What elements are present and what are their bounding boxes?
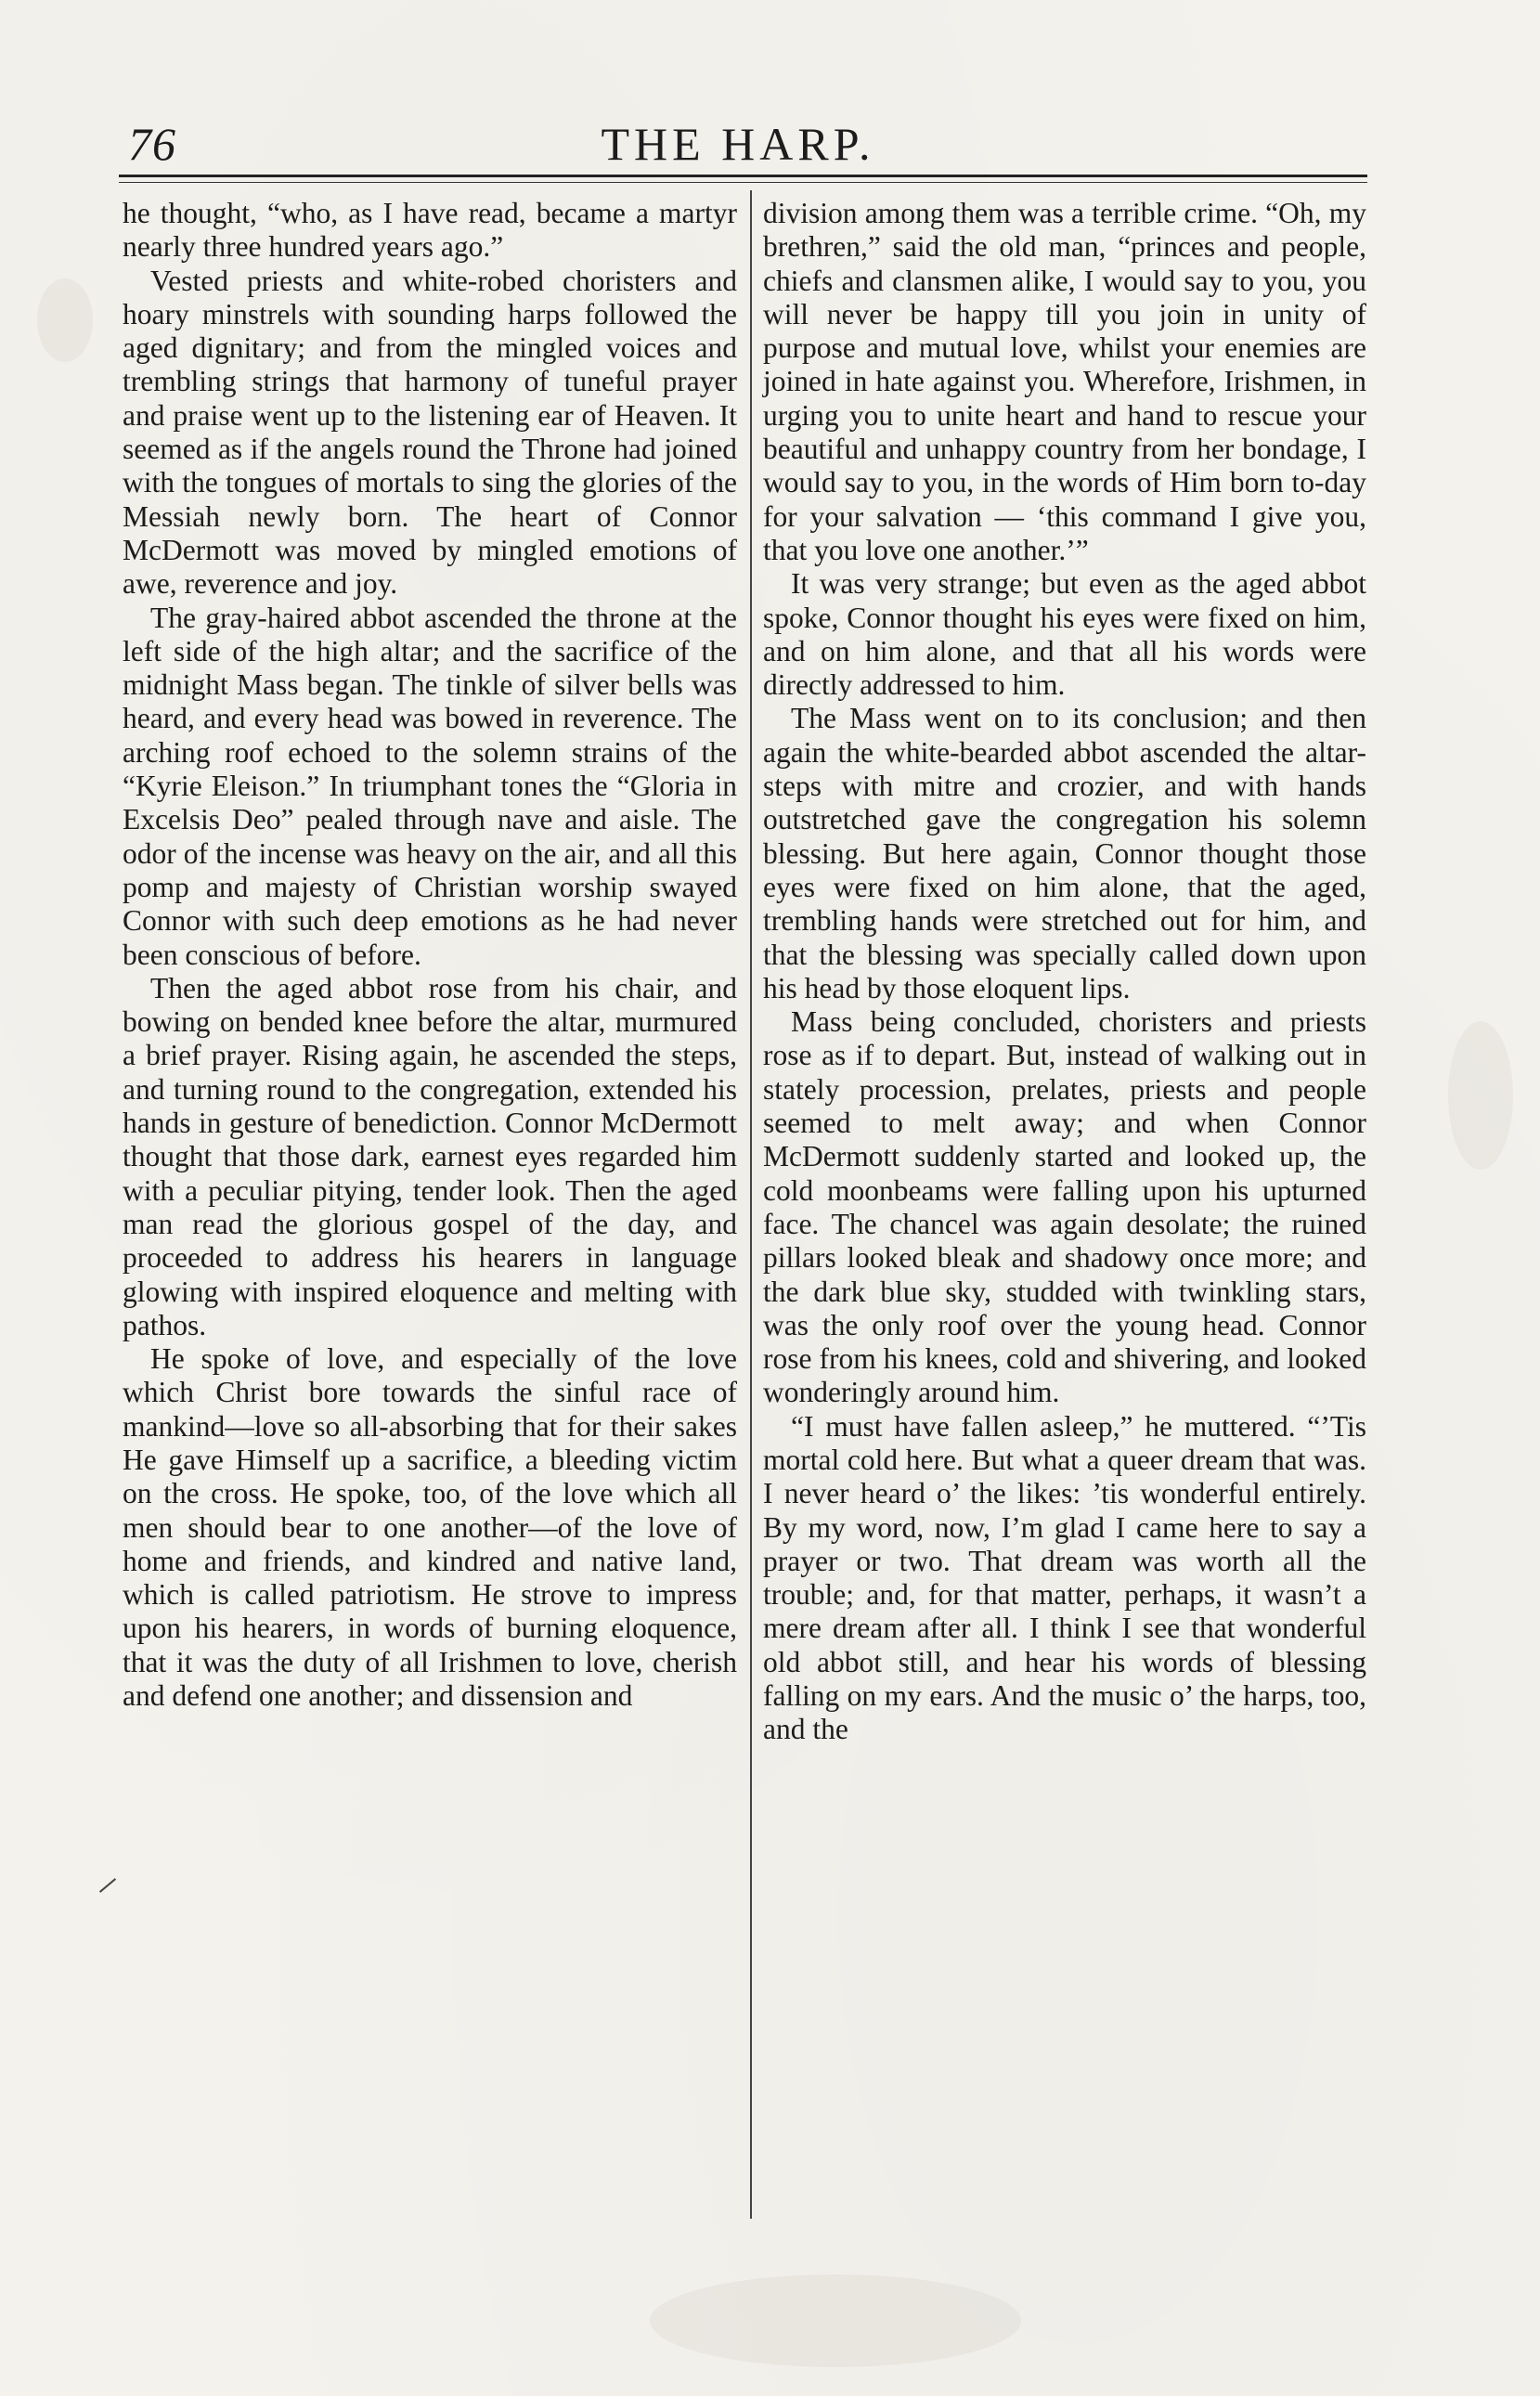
paragraph: Vested priests and white-robed choristers and hoary minstrels with sounding harps followed the aged dignitary; and from the mingled voices and trembling strings that harmony of tuneful prayer and praise went up to the listening ear of Heaven. It seemed as if the angels round the Throne had joined with the tongues of mortals to sing the glories of the Messiah newly born. The heart of Connor McDermott was moved by mingled emotions of awe, reverence and joy. — [123, 264, 737, 601]
paragraph: division among them was a terrible crime. “Oh, my brethren,” said the old man, “princes and people, chiefs and clansmen alike, I would say to you, you will never be happy till you join in unity of purpose and mutual love, whilst your enemies are joined in hate against you. Wherefore, Irishmen, in urging you to unite heart and hand to rescue your beautiful and unhappy country from her bondage, I would say to you, in the words of Him born to-day for your salvation — ‘this command I give you, that you love one another.’” — [763, 197, 1366, 566]
running-title: THE HARP. — [601, 118, 875, 170]
paper-stain — [650, 2274, 1021, 2367]
paragraph: Mass being concluded, choristers and priests rose as if to depart. But, instead of walking out in stately procession, prelates, priests and people seemed to melt away; and when Connor McDermott suddenly started and looked up, the cold moonbeams were falling upon his upturned face. The chancel was again desolate; the ruined pillars looked bleak and shadowy once more; and the dark blue sky, studded with twinkling stars, was the only roof over the young head. Connor rose from his knees, cold and shivering, and looked wonderingly around him. — [763, 1005, 1366, 1409]
paragraph: The Mass went on to its conclusion; and then again the white-bearded abbot ascended the altar-steps with mitre and crozier, and with hands outstretched gave the congregation his solemn blessing. But here again, Connor thought those eyes were fixed on him alone, that the aged, trembling hands were stretched out for him, and that the blessing was specially called down upon his head by those eloquent lips. — [763, 702, 1366, 1004]
margin-pencil-mark — [99, 1878, 116, 1893]
column-divider — [750, 190, 752, 2219]
paper-stain — [1448, 1021, 1513, 1170]
paragraph: The gray-haired abbot ascended the throne at the left side of the high altar; and the sacrifice of the midnight Mass began. The tinkle of silver bells was heard, and every head was bowed in reverence. The arching roof echoed to the solemn strains of the “Kyrie Eleison.” In triumphant tones the “Gloria in Excelsis Deo” pealed through nave and aisle. The odor of the incense was heavy on the air, and all this pomp and majesty of Christian worship swayed Connor with such deep emotions as he had never been conscious of before. — [123, 601, 737, 971]
paragraph: “I must have fallen asleep,” he muttered. “’Tis mortal cold here. But what a queer dream that was. I never heard o’ the likes: ’tis wonderful entirely. By my word, now, I’m glad I came here to say a prayer or two. That dream was worth all the trouble; and, for that matter, perhaps, it wasn’t a mere dream after all. I think I see that wonderful old abbot still, and hear his words of blessing falling on my ears. And the music o’ the harps, too, and the — [763, 1409, 1366, 1746]
paragraph: Then the aged abbot rose from his chair, and bowing on bended knee before the altar, murmured a brief prayer. Rising again, he ascended the steps, and turning round to the congregation, extended his hands in gesture of benediction. Connor McDermott thought that those dark, earnest eyes regarded him with a peculiar pitying, tender look. Then the aged man read the glorious gospel of the day, and proceeded to address his hearers in language glowing with inspired eloquence and melting with pathos. — [123, 971, 737, 1341]
right-column — [763, 197, 1366, 1747]
paper-stain — [37, 278, 93, 362]
page-header — [111, 111, 1365, 176]
paragraph: It was very strange; but even as the aged abbot spoke, Connor thought his eyes were fixed on him, and on him alone, and that all his words were directly addressed to him. — [763, 567, 1366, 702]
header-rule — [119, 175, 1367, 177]
paragraph: He spoke of love, and especially of the love which Christ bore towards the sinful race of mankind—love so all-absorbing that for their sakes He gave Himself up a sacrifice, a bleeding victim on the cross. He spoke, too, of the love which all men should bear to one another—of the love of home and friends, and kindred and native land, which is called patriotism. He strove to impress upon his hearers, in words of burning eloquence, that it was the duty of all Irishmen to love, cherish and defend one another; and dissension and — [123, 1342, 737, 1713]
page-number: 76 — [128, 118, 176, 170]
header-rule-thin — [119, 182, 1367, 183]
paragraph: he thought, “who, as I have read, became a martyr nearly three hundred years ago.” — [123, 197, 737, 264]
left-column — [123, 197, 737, 1713]
